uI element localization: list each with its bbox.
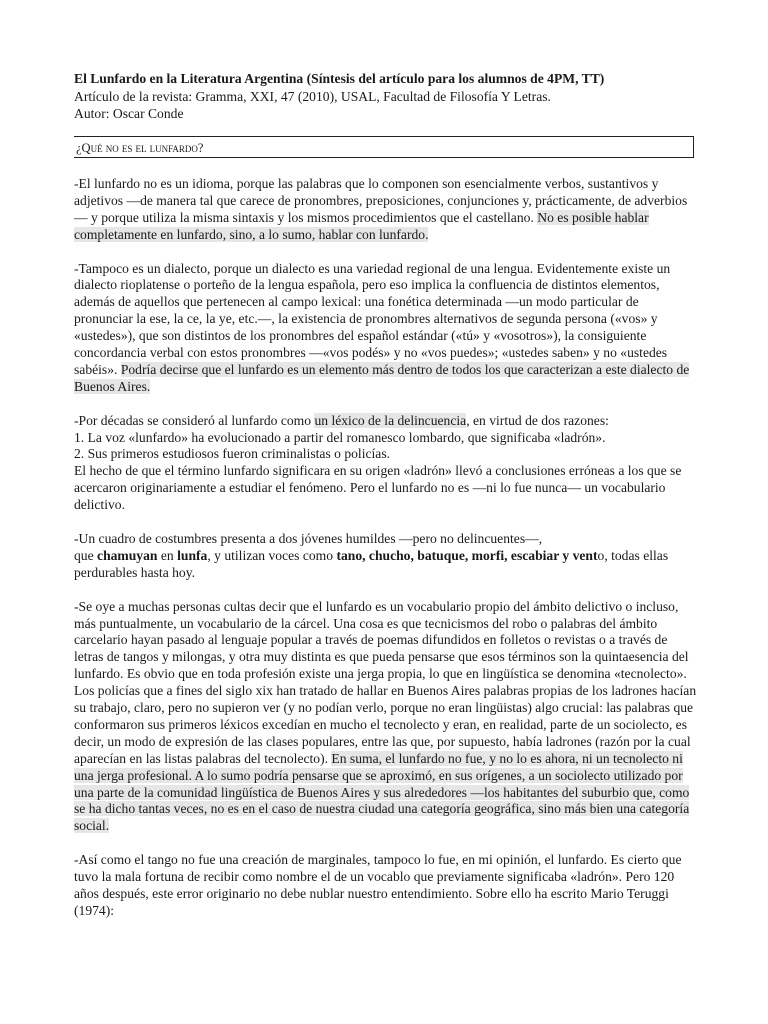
list-item-2: 2. Sus primeros estudiosos fueron criminalistas o policías.: [74, 446, 391, 462]
term-lunfa: lunfa: [177, 547, 208, 563]
paragraph-2-highlight: Podría decirse que el lunfardo es un elemento más dentro de todos los que caracterizan a este dialecto de Buenos Aires.: [74, 361, 690, 394]
paragraph-3-text-2: , en virtud de dos razones:: [466, 412, 609, 428]
paragraph-1-text: -El lunfardo no es un idioma, porque las palabras que lo componen son esencialmente verbos, sustantivos y adjetivos —de manera tal que carece de pronombres, preposiciones, conjunciones y, prácticamente, de adverbios— y porque utiliza la misma sintaxis y los mismos procedimientos que el castellano.: [74, 176, 688, 225]
document-author: Autor: Oscar Conde: [74, 106, 184, 121]
paragraph-4-text-2: que: [74, 547, 98, 563]
paragraph-3-highlight: un léxico de la delincuencia: [314, 412, 467, 428]
paragraph-2-text: -Tampoco es un dialecto, porque un dialecto es una variedad regional de una lengua. Evidentemente existe un dialecto rioplatense o porteño de la lengua española, pero eso implica la confluencia de distintos elementos, además de aquellos que pertenecen al campo lexical: una fonética determinada —un modo particular de pronunciar la ese, la ce, la ye, etc.—, la existencia de pronombres alternativos de segunda persona («vos» y «ustedes»), que son distintos de los pronombres del español estándar («tú» y «vosotros»), la consiguiente concordancia verbal con estos pronombres —«vos podés» y no «vos puedes»; «ustedes saben» y no «ustedes sabéis».: [74, 260, 671, 377]
paragraph-3: [74, 413, 698, 514]
paragraph-6: [74, 852, 698, 920]
document-body: [74, 176, 698, 937]
paragraph-6-text: -Así como el tango no fue una creación de marginales, tampoco lo fue, en mi opinión, el lunfardo. Es cierto que tuvo la mala fortuna de recibir como nombre el de un vocablo que previamente significaba «ladrón». Pero 120 años después, este error originario no debe nublar nuestro entendimiento. Sobre ello ha escrito Mario Teruggi (1974):: [74, 852, 682, 918]
paragraph-4-text-5: o, todas ellas perdurables hasta hoy.: [74, 547, 669, 580]
paragraph-2: [74, 261, 698, 396]
paragraph-4-text-3: en: [157, 547, 178, 563]
paragraph-5: [74, 599, 698, 836]
paragraph-4: [74, 531, 698, 582]
paragraph-1: [74, 176, 698, 244]
section-heading-box: [74, 136, 694, 158]
paragraph-4-text: -Un cuadro de costumbres presenta a dos jóvenes humildes —pero no delincuentes—,: [74, 530, 543, 546]
document-header: [74, 70, 714, 123]
paragraph-4-text-4: , y utilizan voces como: [207, 547, 337, 563]
paragraph-5-text: -Se oye a muchas personas cultas decir que el lunfardo es un vocabulario propio del ámbito delictivo o incluso, más puntualmente, un vocabulario de la cárcel. Una cosa es que tecnicismos del robo o palabras del ámbito carcelario hayan pasado al lenguaje popular a través de poemas difundidos en folletos o revistas o a través de letras de tangos y milongas, y otra muy distinta es que pueda pensarse que esos términos son la quintaesencia del lunfardo. Es obvio que en toda profesión existe una jerga propia, lo que en lingüística se denomina «tecnolecto». Los policías que a fines del siglo xix han tratado de hallar en Buenos Aires palabras propias de los ladrones hacían su trabajo, claro, pero no supieron ver (y no podían verlo, porque no eran lingüistas) algo crucial: las palabras que conformaron sus primeros léxicos excedían en mucho el tecnolecto y eran, en realidad, parte de un sociolecto, es decir, un modo de expresión de las clases populares, entre las que, por supuesto, había ladrones (razón por la cual aparecían en las listas palabras del tecnolecto).: [74, 598, 697, 766]
list-item-1: 1. La voz «lunfardo» ha evolucionado a partir del romanesco lombardo, que significaba «ladrón».: [74, 429, 606, 445]
document-source: Artículo de la revista: Gramma, XXI, 47 (2010), USAL, Facultad de Filosofía Y Letras.: [74, 88, 551, 104]
term-chamuyan: chamuyan: [97, 547, 158, 563]
paragraph-3-text: -Por décadas se consideró al lunfardo como: [74, 412, 315, 428]
paragraph-1-highlight: No es posible hablar completamente en lunfardo, sino, a lo sumo, hablar con lunfardo.: [74, 209, 649, 242]
paragraph-3-text-3: El hecho de que el término lunfardo significara en su origen «ladrón» llevó a conclusiones erróneas a los que se acercaron originariamente a estudiar el fenómeno. Pero el lunfardo no es —ni lo fue nunca— un vocabulario delictivo.: [74, 463, 682, 513]
document-title: El Lunfardo en la Literatura Argentina (Síntesis del artículo para los alumnos de 4PM, TT): [74, 71, 605, 86]
section-heading: ¿Qué no es el lunfardo?: [76, 141, 204, 155]
term-list: tano, chucho, batuque, morfi, escabiar y vent: [336, 547, 598, 563]
paragraph-5-highlight: En suma, el lunfardo no fue, y no lo es ahora, ni un tecnolecto ni una jerga profesional. A lo sumo podría pensarse que se aproximó, en sus orígenes, a un sociolecto utilizado por una parte de la comunidad lingüística de Buenos Aires y sus alrededores —los habitantes del suburbio que, como se ha dicho tantas veces, no es en el caso de nuestra ciudad una categoría geográfica, sino más bien una categoría social.: [74, 750, 690, 834]
